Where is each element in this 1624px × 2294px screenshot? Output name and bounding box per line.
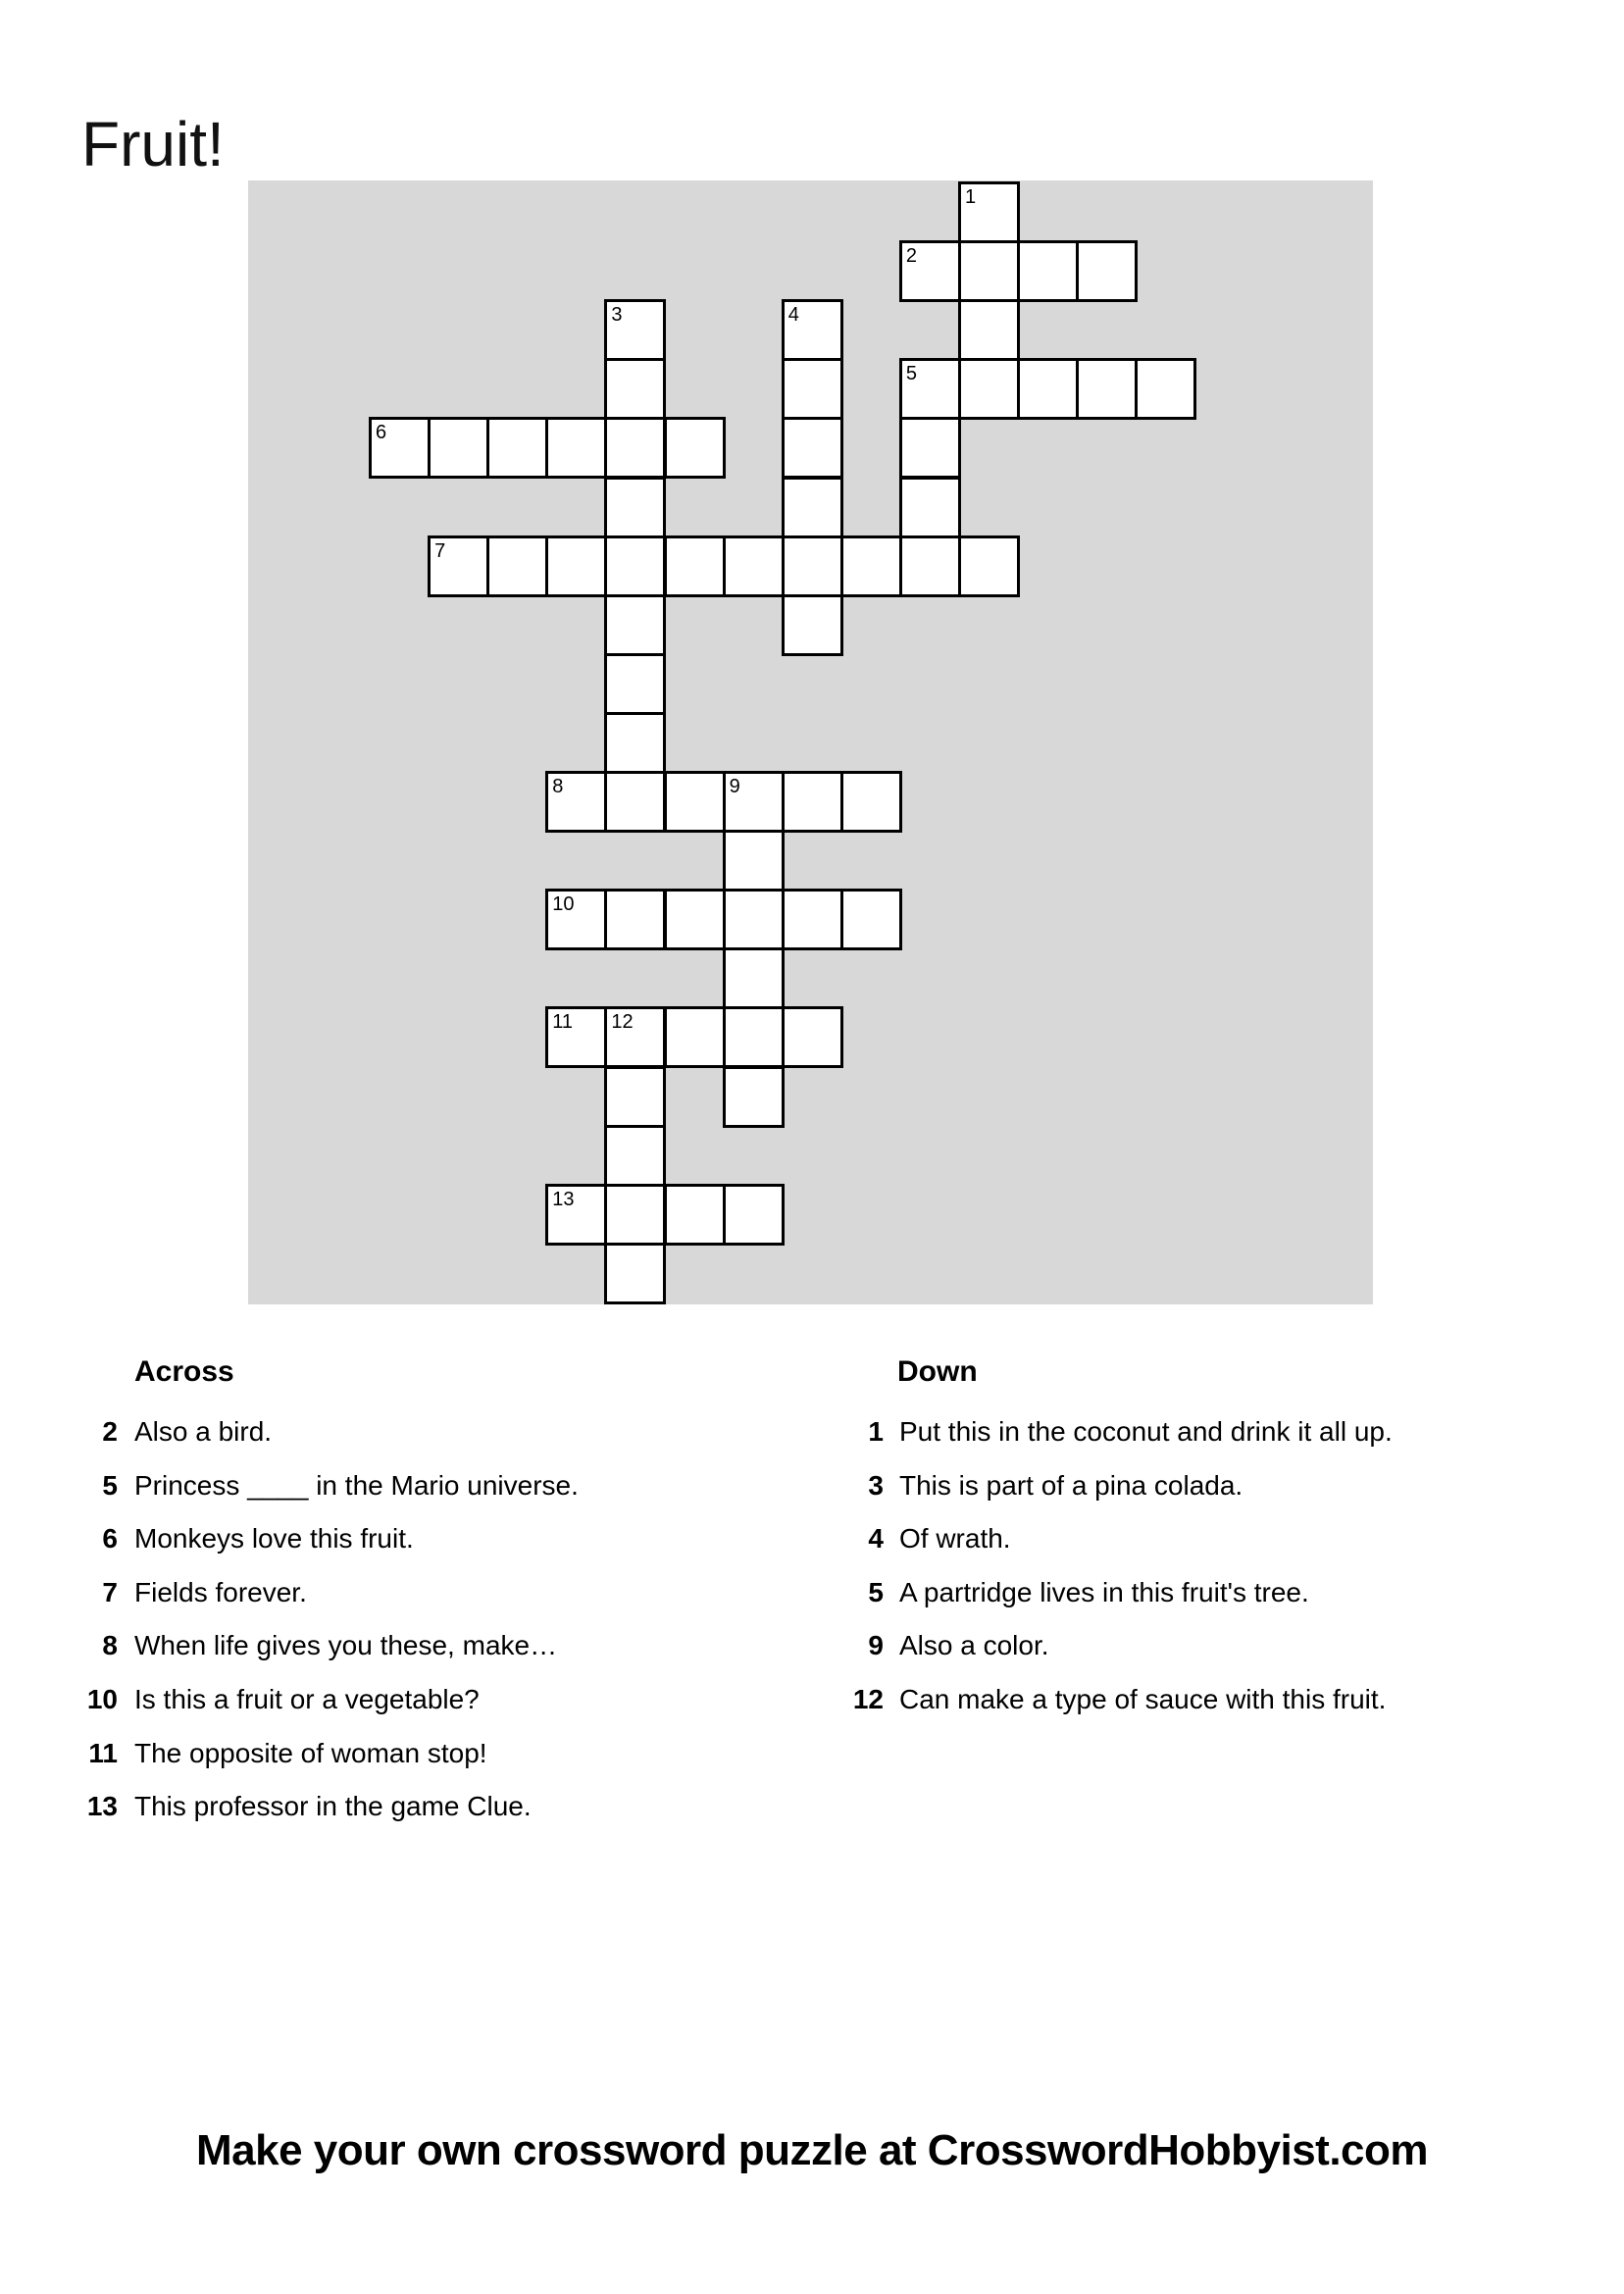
grid-cell[interactable] — [782, 535, 843, 597]
grid-cell[interactable] — [1076, 358, 1138, 420]
clue-row — [849, 1415, 1393, 1449]
clue-row — [849, 1522, 1011, 1555]
grid-cell[interactable] — [604, 712, 666, 774]
grid-cell[interactable] — [782, 889, 843, 950]
grid-cell[interactable] — [545, 771, 607, 833]
cell-number: 3 — [611, 304, 623, 327]
grid-cell[interactable] — [545, 889, 607, 950]
clue-text: The opposite of woman stop! — [134, 1737, 487, 1768]
puzzle-title: Fruit! — [81, 108, 225, 179]
clue-text: Can make a type of sauce with this fruit. — [899, 1684, 1387, 1714]
grid-cell[interactable] — [1076, 240, 1138, 302]
clue-text: A partridge lives in this fruit's tree. — [899, 1576, 1309, 1607]
grid-cell[interactable] — [664, 771, 726, 833]
grid-cell[interactable] — [723, 1006, 785, 1068]
clue-number: 9 — [868, 1630, 884, 1661]
clue-text: Also a bird. — [134, 1416, 273, 1447]
grid-cell[interactable] — [545, 535, 607, 597]
clue-row — [83, 1683, 480, 1716]
grid-cell[interactable] — [604, 1243, 666, 1304]
clue-row — [83, 1790, 532, 1823]
cell-number: 4 — [787, 304, 799, 327]
grid-cell[interactable] — [723, 1066, 785, 1128]
cell-number: 12 — [611, 1011, 634, 1034]
grid-cell[interactable] — [958, 299, 1020, 361]
grid-cell[interactable] — [723, 771, 785, 833]
clue-row — [849, 1629, 1049, 1662]
grid-cell[interactable] — [545, 1006, 607, 1068]
grid-cell[interactable] — [840, 771, 902, 833]
grid-cell[interactable] — [899, 477, 961, 538]
grid-cell[interactable] — [369, 417, 431, 479]
grid-cell[interactable] — [604, 1066, 666, 1128]
clue-text: Princess ____ in the Mario universe. — [134, 1469, 579, 1501]
grid-cell[interactable] — [958, 535, 1020, 597]
clue-number: 5 — [102, 1469, 118, 1501]
clue-text: This professor in the game Clue. — [134, 1791, 532, 1822]
across-header: Across — [134, 1355, 234, 1388]
grid-cell[interactable] — [604, 1184, 666, 1246]
grid-cell[interactable] — [899, 358, 961, 420]
clue-number: 11 — [88, 1737, 118, 1768]
clue-number: 8 — [102, 1630, 118, 1661]
grid-cell[interactable] — [486, 417, 548, 479]
grid-cell[interactable] — [486, 535, 548, 597]
clue-text: Put this in the coconut and drink it all up. — [899, 1416, 1393, 1447]
cell-number: 7 — [434, 539, 446, 562]
cell-number: 10 — [552, 893, 575, 916]
cell-number: 8 — [552, 776, 564, 797]
grid-cell[interactable] — [958, 358, 1020, 420]
clue-number: 1 — [868, 1416, 884, 1447]
cell-number: 2 — [905, 245, 918, 268]
grid-cell[interactable] — [428, 417, 489, 479]
grid-cell[interactable] — [723, 947, 785, 1009]
grid-cell[interactable] — [1135, 358, 1196, 420]
clue-text: Monkeys love this fruit. — [134, 1523, 414, 1555]
grid-cell[interactable] — [604, 594, 666, 656]
grid-cell[interactable] — [958, 240, 1020, 302]
grid-cell[interactable] — [723, 535, 785, 597]
clue-row — [849, 1576, 1309, 1609]
grid-cell[interactable] — [723, 830, 785, 892]
clue-text: When life gives you these, make… — [134, 1630, 558, 1661]
grid-cell[interactable] — [664, 889, 726, 950]
grid-cell[interactable] — [782, 771, 843, 833]
clue-number: 13 — [86, 1791, 118, 1822]
clue-number: 7 — [102, 1576, 118, 1607]
clue-text: Is this a fruit or a vegetable? — [134, 1684, 480, 1714]
grid-cell[interactable] — [604, 1125, 666, 1187]
grid-cell[interactable] — [664, 535, 726, 597]
clue-number: 12 — [852, 1684, 884, 1714]
clue-text: Of wrath. — [899, 1523, 1011, 1555]
clue-row — [849, 1469, 1243, 1503]
clue-number: 10 — [86, 1684, 118, 1714]
cell-number: 13 — [552, 1188, 575, 1210]
grid-cell[interactable] — [604, 358, 666, 420]
clue-number: 3 — [868, 1469, 884, 1501]
grid-cell[interactable] — [664, 417, 726, 479]
cell-number: 6 — [376, 422, 387, 444]
cell-number: 11 — [552, 1011, 574, 1034]
grid-cell[interactable] — [604, 417, 666, 479]
grid-cell[interactable] — [782, 358, 843, 420]
clue-row — [849, 1683, 1386, 1716]
clue-text: This is part of a pina colada. — [899, 1469, 1243, 1501]
grid-cell[interactable] — [604, 889, 666, 950]
grid-cell[interactable] — [604, 299, 666, 361]
clue-number: 4 — [868, 1523, 884, 1555]
grid-cell[interactable] — [782, 1006, 843, 1068]
grid-cell[interactable] — [782, 417, 843, 479]
grid-cell[interactable] — [604, 653, 666, 715]
clue-row — [83, 1629, 557, 1662]
grid-cell[interactable] — [604, 1006, 666, 1068]
grid-cell[interactable] — [545, 1184, 607, 1246]
grid-cell[interactable] — [782, 299, 843, 361]
grid-cell[interactable] — [545, 417, 607, 479]
clue-text: Also a color. — [899, 1630, 1049, 1661]
clue-number: 6 — [102, 1523, 118, 1555]
grid-cell[interactable] — [723, 1184, 785, 1246]
grid-cell[interactable] — [723, 889, 785, 950]
grid-cell[interactable] — [604, 477, 666, 538]
grid-cell[interactable] — [840, 535, 902, 597]
grid-cell[interactable] — [782, 594, 843, 656]
clue-row — [83, 1415, 272, 1449]
cell-number: 1 — [965, 186, 977, 208]
grid-cell[interactable] — [782, 477, 843, 538]
grid-cell[interactable] — [1017, 240, 1079, 302]
grid-cell[interactable] — [604, 535, 666, 597]
grid-cell[interactable] — [958, 181, 1020, 243]
grid-cell[interactable] — [664, 1006, 726, 1068]
clue-row — [83, 1576, 307, 1609]
down-header: Down — [897, 1355, 978, 1388]
clue-number: 2 — [102, 1416, 118, 1447]
cell-number: 5 — [905, 363, 918, 385]
clue-number: 5 — [868, 1576, 884, 1607]
grid-cell[interactable] — [664, 1184, 726, 1246]
grid-cell[interactable] — [899, 417, 961, 479]
cell-number: 9 — [729, 776, 740, 797]
grid-cell[interactable] — [604, 771, 666, 833]
grid-cell[interactable] — [899, 535, 961, 597]
clue-text: Fields forever. — [134, 1576, 307, 1607]
clue-row — [83, 1737, 487, 1770]
grid-cell[interactable] — [899, 240, 961, 302]
footer-text: Make your own crossword puzzle at CrosswordHobbyist.com — [195, 2126, 1429, 2174]
clue-row — [83, 1469, 579, 1503]
grid-cell[interactable] — [840, 889, 902, 950]
grid-cell[interactable] — [1017, 358, 1079, 420]
grid-cell[interactable] — [428, 535, 489, 597]
clue-row — [83, 1522, 414, 1555]
